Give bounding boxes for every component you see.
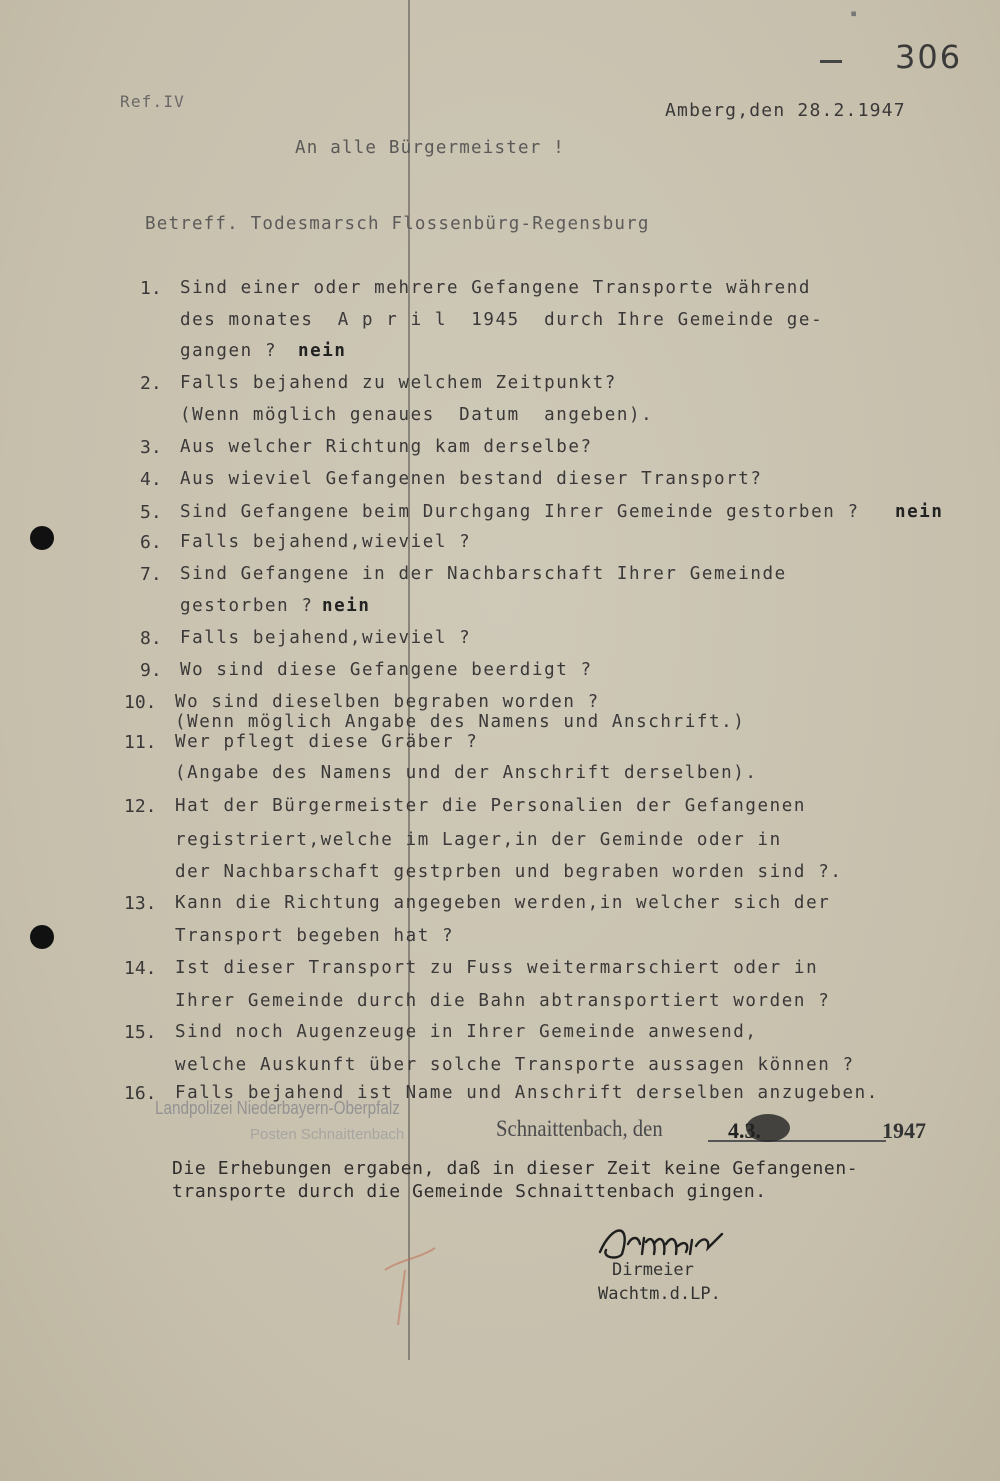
question-number: 16.: [124, 1083, 157, 1104]
place-stamp: Schnaittenbach, den: [496, 1116, 663, 1141]
subject-line: Betreff. Todesmarsch Flossenbürg-Regensburg: [145, 214, 650, 234]
question-line: Wer pflegt diese Gräber ?: [175, 732, 479, 752]
result-line-1: Die Erhebungen ergaben, daß in dieser Zeit keine Gefangenen-: [172, 1158, 859, 1179]
question-number: 13.: [124, 893, 157, 914]
question-line: welche Auskunft über solche Transporte aussagen können ?: [175, 1055, 855, 1075]
question-answer: nein: [298, 341, 347, 361]
question-line: Ihrer Gemeinde durch die Bahn abtransportiert worden ?: [175, 991, 831, 1011]
question-number: 10.: [124, 692, 157, 713]
question-number: 8.: [140, 628, 162, 649]
question-number: 4.: [140, 469, 162, 490]
question-number: 1.: [140, 278, 162, 299]
punch-hole-bottom: [30, 925, 54, 949]
page-number-dash: [820, 60, 842, 63]
page-number: 306: [895, 38, 963, 76]
punch-hole-top: [30, 526, 54, 550]
question-line: Sind Gefangene in der Nachbarschaft Ihrer Gemeinde: [180, 564, 787, 584]
question-number: 12.: [124, 796, 157, 817]
question-line: Kann die Richtung angegeben werden,in welcher sich der: [175, 893, 831, 913]
police-stamp: Landpolizei Niederbayern-Oberpfalz: [155, 1098, 400, 1118]
signer-rank: Wachtm.d.LP.: [598, 1284, 721, 1304]
red-pencil-mark: [380, 1240, 440, 1330]
question-number: 5.: [140, 502, 162, 523]
question-number: 6.: [140, 532, 162, 553]
question-line: Aus welcher Richtung kam derselbe?: [180, 437, 593, 457]
question-number: 2.: [140, 373, 162, 394]
fold-line: [408, 0, 410, 1360]
reference: Ref.IV: [120, 92, 185, 111]
question-line: registriert,welche im Lager,in der Geminde oder in: [175, 830, 782, 850]
police-stamp-subline: Posten Schnaittenbach: [250, 1126, 405, 1143]
signature: [592, 1214, 737, 1264]
question-line: (Wenn möglich Angabe des Namens und Anschrift.): [175, 712, 746, 732]
question-answer: nein: [895, 502, 944, 522]
corner-marks: ▪: [850, 6, 858, 20]
question-line: Wo sind dieselben begraben worden ?: [175, 692, 600, 712]
question-line: gangen ?: [180, 341, 278, 361]
question-line: Falls bejahend,wieviel ?: [180, 532, 472, 552]
question-line: des monates A p r i l 1945 durch Ihre Gemeinde ge-: [180, 310, 824, 330]
question-line: Sind Gefangene beim Durchgang Ihrer Gemeinde gestorben ?: [180, 502, 860, 522]
question-line: Aus wieviel Gefangenen bestand dieser Transport?: [180, 469, 763, 489]
stamp-date: 4.3.: [728, 1118, 761, 1143]
question-number: 3.: [140, 437, 162, 458]
addressee: An alle Bürgermeister !: [295, 138, 565, 158]
result-line-2: transporte durch die Gemeinde Schnaittenbach gingen.: [172, 1181, 767, 1202]
question-line: Sind einer oder mehrere Gefangene Transporte während: [180, 278, 812, 298]
dateline: Amberg,den 28.2.1947: [665, 100, 906, 121]
question-line: Hat der Bürgermeister die Personalien der Gefangenen: [175, 796, 807, 816]
question-line: Wo sind diese Gefangene beerdigt ?: [180, 660, 593, 680]
signer-name: Dirmeier: [612, 1260, 694, 1280]
question-line: (Wenn möglich genaues Datum angeben).: [180, 405, 654, 425]
question-line: Falls bejahend,wieviel ?: [180, 628, 472, 648]
question-number: 9.: [140, 660, 162, 681]
stamp-year: 1947: [882, 1118, 926, 1143]
question-number: 11.: [124, 732, 157, 753]
question-line: der Nachbarschaft gestprben und begraben worden sind ?.: [175, 862, 843, 882]
question-line: Falls bejahend zu welchem Zeitpunkt?: [180, 373, 617, 393]
question-line: gestorben ?: [180, 596, 314, 616]
question-answer: nein: [322, 596, 371, 616]
question-line: Falls bejahend ist Name und Anschrift derselben anzugeben.: [175, 1083, 879, 1103]
question-line: Sind noch Augenzeuge in Ihrer Gemeinde anwesend,: [175, 1022, 758, 1042]
question-line: (Angabe des Namens und der Anschrift derselben).: [175, 763, 758, 783]
question-number: 15.: [124, 1022, 157, 1043]
question-number: 14.: [124, 958, 157, 979]
question-number: 7.: [140, 564, 162, 585]
question-line: Ist dieser Transport zu Fuss weitermarschiert oder in: [175, 958, 819, 978]
question-line: Transport begeben hat ?: [175, 926, 455, 946]
